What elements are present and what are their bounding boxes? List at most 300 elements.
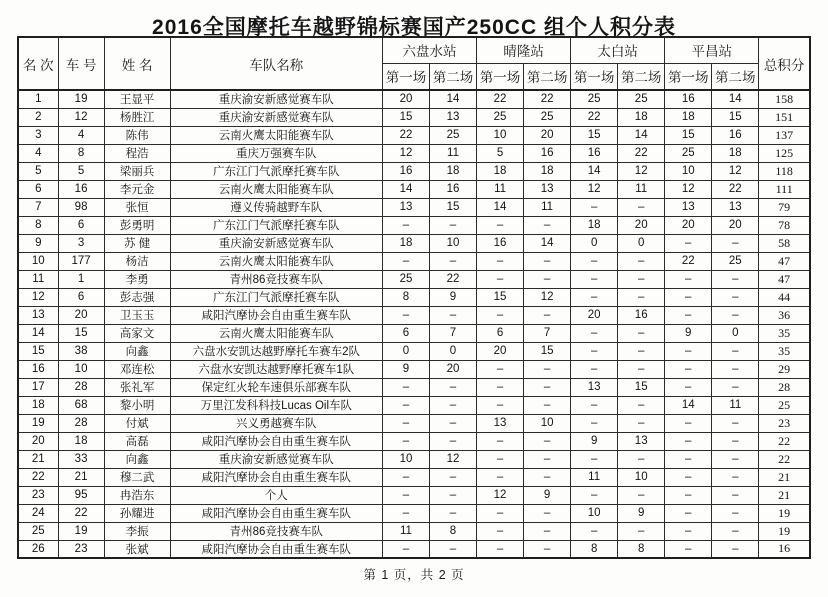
score-cell: 16	[712, 126, 759, 144]
score-cell: –	[618, 324, 665, 342]
table-row	[18, 198, 810, 216]
rank-cell: 19	[18, 414, 58, 432]
score-cell: –	[665, 378, 712, 396]
score-cell: –	[429, 306, 476, 324]
score-cell: 15	[712, 108, 759, 126]
table-row	[18, 108, 810, 126]
team-cell: 咸阳汽摩协会自由重生赛车队	[170, 432, 382, 450]
rank-cell: 7	[18, 198, 58, 216]
name-cell: 向鑫	[104, 342, 170, 360]
total-cell: 19	[759, 522, 810, 540]
total-cell: 78	[759, 216, 810, 234]
table-row	[18, 162, 810, 180]
name-cell: 张恒	[104, 198, 170, 216]
score-cell: 10	[524, 414, 571, 432]
header-race-2: 第二场	[524, 63, 571, 90]
score-cell: –	[382, 486, 429, 504]
table-row	[18, 180, 810, 198]
score-cell: –	[477, 432, 524, 450]
total-cell: 22	[759, 432, 810, 450]
score-cell: 13	[382, 198, 429, 216]
score-cell: 16	[618, 306, 665, 324]
rank-cell: 26	[18, 540, 58, 558]
total-cell: 25	[759, 396, 810, 414]
points-table	[17, 36, 811, 559]
score-cell: 25	[477, 108, 524, 126]
name-cell: 高家文	[104, 324, 170, 342]
score-cell: 22	[571, 108, 618, 126]
score-cell: –	[571, 414, 618, 432]
score-cell: 18	[712, 144, 759, 162]
car-no-cell: 19	[58, 522, 104, 540]
total-cell: 19	[759, 504, 810, 522]
table-row	[18, 378, 810, 396]
header-rank: 名 次	[18, 37, 58, 90]
score-cell: –	[618, 522, 665, 540]
score-cell: –	[712, 540, 759, 558]
score-cell: 15	[382, 108, 429, 126]
table-row	[18, 288, 810, 306]
total-cell: 28	[759, 378, 810, 396]
total-cell: 36	[759, 306, 810, 324]
score-cell: 25	[524, 108, 571, 126]
score-cell: 25	[382, 270, 429, 288]
score-cell: 7	[524, 324, 571, 342]
score-cell: 12	[618, 162, 665, 180]
score-cell: –	[618, 414, 665, 432]
score-cell: –	[524, 378, 571, 396]
score-cell: –	[382, 306, 429, 324]
score-cell: –	[712, 270, 759, 288]
car-no-cell: 15	[58, 324, 104, 342]
header-race-1: 第一场	[665, 63, 712, 90]
team-cell: 青州86竞技赛车队	[170, 522, 382, 540]
score-cell: 20	[618, 216, 665, 234]
score-cell: –	[571, 288, 618, 306]
header-team: 车队名称	[170, 37, 382, 90]
total-cell: 35	[759, 324, 810, 342]
rank-cell: 22	[18, 468, 58, 486]
team-cell: 云南火鹰太阳能赛车队	[170, 252, 382, 270]
score-cell: 0	[712, 324, 759, 342]
score-cell: –	[382, 504, 429, 522]
score-cell: –	[712, 450, 759, 468]
score-cell: –	[618, 396, 665, 414]
score-cell: –	[665, 360, 712, 378]
score-cell: 25	[429, 126, 476, 144]
total-cell: 151	[759, 108, 810, 126]
score-cell: –	[524, 252, 571, 270]
name-cell: 邓连松	[104, 360, 170, 378]
score-cell: –	[618, 486, 665, 504]
car-no-cell: 28	[58, 378, 104, 396]
score-cell: –	[524, 216, 571, 234]
team-cell: 云南火鹰太阳能赛车队	[170, 180, 382, 198]
score-cell: 13	[712, 198, 759, 216]
score-cell: –	[665, 342, 712, 360]
name-cell: 卫玉玉	[104, 306, 170, 324]
rank-cell: 25	[18, 522, 58, 540]
score-cell: –	[524, 540, 571, 558]
score-cell: 18	[429, 162, 476, 180]
score-cell: 20	[429, 360, 476, 378]
score-cell: 18	[477, 162, 524, 180]
score-cell: 16	[477, 234, 524, 252]
score-cell: –	[524, 450, 571, 468]
score-cell: 18	[665, 108, 712, 126]
name-cell: 黎小明	[104, 396, 170, 414]
car-no-cell: 8	[58, 144, 104, 162]
name-cell: 梁丽兵	[104, 162, 170, 180]
table-row	[18, 90, 810, 108]
car-no-cell: 68	[58, 396, 104, 414]
score-cell: 15	[477, 288, 524, 306]
score-cell: –	[382, 252, 429, 270]
name-cell: 程浩	[104, 144, 170, 162]
table-body	[18, 90, 810, 558]
score-cell: 12	[571, 180, 618, 198]
name-cell: 向鑫	[104, 450, 170, 468]
score-cell: 16	[571, 144, 618, 162]
score-cell: 22	[712, 180, 759, 198]
rank-cell: 21	[18, 450, 58, 468]
rank-cell: 17	[18, 378, 58, 396]
total-cell: 47	[759, 270, 810, 288]
car-no-cell: 177	[58, 252, 104, 270]
name-cell: 张斌	[104, 540, 170, 558]
score-cell: 12	[665, 180, 712, 198]
rank-cell: 10	[18, 252, 58, 270]
score-cell: –	[712, 468, 759, 486]
score-cell: –	[429, 414, 476, 432]
team-cell: 万里江发科科技Lucas Oil车队	[170, 396, 382, 414]
score-cell: 6	[382, 324, 429, 342]
table-row	[18, 360, 810, 378]
header-total: 总积分	[759, 37, 810, 90]
score-cell: –	[477, 522, 524, 540]
team-cell: 咸阳汽摩协会自由重生赛车队	[170, 468, 382, 486]
table-row	[18, 144, 810, 162]
score-cell: 0	[429, 342, 476, 360]
name-cell: 王显平	[104, 90, 170, 108]
team-cell: 咸阳汽摩协会自由重生赛车队	[170, 504, 382, 522]
score-cell: –	[712, 486, 759, 504]
score-cell: 15	[524, 342, 571, 360]
score-cell: –	[665, 306, 712, 324]
total-cell: 58	[759, 234, 810, 252]
score-cell: –	[571, 396, 618, 414]
rank-cell: 13	[18, 306, 58, 324]
score-cell: –	[712, 306, 759, 324]
score-cell: –	[665, 234, 712, 252]
table-row	[18, 216, 810, 234]
team-cell: 云南火鹰太阳能赛车队	[170, 126, 382, 144]
team-cell: 重庆渝安新感觉赛车队	[170, 90, 382, 108]
score-cell: –	[712, 360, 759, 378]
name-cell: 孙耀进	[104, 504, 170, 522]
score-cell: 15	[618, 378, 665, 396]
score-cell: –	[571, 270, 618, 288]
score-cell: –	[429, 432, 476, 450]
total-cell: 118	[759, 162, 810, 180]
rank-cell: 5	[18, 162, 58, 180]
car-no-cell: 95	[58, 486, 104, 504]
team-cell: 咸阳汽摩协会自由重生赛车队	[170, 306, 382, 324]
score-cell: 11	[382, 522, 429, 540]
score-cell: –	[665, 540, 712, 558]
score-cell: –	[618, 198, 665, 216]
score-cell: –	[571, 342, 618, 360]
score-cell: –	[712, 378, 759, 396]
table-row	[18, 540, 810, 558]
name-cell: 杨胜江	[104, 108, 170, 126]
score-cell: –	[382, 432, 429, 450]
score-cell: –	[618, 342, 665, 360]
score-cell: –	[712, 522, 759, 540]
score-cell: 22	[429, 270, 476, 288]
name-cell: 李振	[104, 522, 170, 540]
score-cell: 25	[571, 90, 618, 108]
score-cell: –	[477, 306, 524, 324]
score-cell: 7	[429, 324, 476, 342]
score-cell: 13	[477, 414, 524, 432]
score-cell: 16	[665, 90, 712, 108]
page-title: 2016全国摩托车越野锦标赛国产250CC 组个人积分表	[152, 16, 676, 39]
rank-cell: 11	[18, 270, 58, 288]
score-cell: –	[382, 396, 429, 414]
score-cell: 11	[524, 198, 571, 216]
score-cell: –	[665, 288, 712, 306]
car-no-cell: 3	[58, 234, 104, 252]
team-cell: 广东江门气派摩托赛车队	[170, 216, 382, 234]
score-cell: 9	[429, 288, 476, 306]
score-cell: 8	[571, 540, 618, 558]
car-no-cell: 10	[58, 360, 104, 378]
score-cell: –	[524, 504, 571, 522]
rank-cell: 23	[18, 486, 58, 504]
score-cell: 0	[571, 234, 618, 252]
score-cell: 10	[571, 504, 618, 522]
rank-cell: 12	[18, 288, 58, 306]
rank-cell: 24	[18, 504, 58, 522]
score-cell: 18	[618, 108, 665, 126]
score-cell: –	[382, 414, 429, 432]
score-cell: –	[477, 450, 524, 468]
rank-cell: 15	[18, 342, 58, 360]
team-cell: 六盘水安凯达越野摩托赛车1队	[170, 360, 382, 378]
score-cell: 11	[477, 180, 524, 198]
score-cell: 9	[618, 504, 665, 522]
team-cell: 咸阳汽摩协会自由重生赛车队	[170, 540, 382, 558]
total-cell: 44	[759, 288, 810, 306]
rank-cell: 2	[18, 108, 58, 126]
score-cell: –	[524, 468, 571, 486]
score-cell: 9	[382, 360, 429, 378]
score-cell: 13	[571, 378, 618, 396]
score-cell: –	[571, 324, 618, 342]
table-row	[18, 234, 810, 252]
table-row	[18, 468, 810, 486]
score-cell: –	[477, 360, 524, 378]
score-cell: –	[524, 270, 571, 288]
score-cell: 25	[665, 144, 712, 162]
score-cell: 14	[477, 198, 524, 216]
rank-cell: 4	[18, 144, 58, 162]
score-cell: –	[712, 288, 759, 306]
rank-cell: 6	[18, 180, 58, 198]
score-cell: 20	[571, 306, 618, 324]
total-cell: 125	[759, 144, 810, 162]
name-cell: 李元金	[104, 180, 170, 198]
car-no-cell: 12	[58, 108, 104, 126]
car-no-cell: 5	[58, 162, 104, 180]
score-cell: –	[429, 378, 476, 396]
car-no-cell: 19	[58, 90, 104, 108]
score-cell: 0	[382, 342, 429, 360]
score-cell: 13	[618, 432, 665, 450]
score-cell: 25	[712, 252, 759, 270]
table-row	[18, 126, 810, 144]
score-cell: 22	[665, 252, 712, 270]
score-cell: 22	[477, 90, 524, 108]
table-header	[18, 37, 810, 90]
car-no-cell: 98	[58, 198, 104, 216]
name-cell: 高磊	[104, 432, 170, 450]
score-cell: 22	[618, 144, 665, 162]
score-cell: 6	[477, 324, 524, 342]
score-cell: 20	[524, 126, 571, 144]
score-cell: 20	[712, 216, 759, 234]
score-cell: 13	[524, 180, 571, 198]
table-row	[18, 504, 810, 522]
score-cell: 12	[382, 144, 429, 162]
total-cell: 22	[759, 450, 810, 468]
score-cell: 16	[429, 180, 476, 198]
score-cell: 18	[571, 216, 618, 234]
car-no-cell: 1	[58, 270, 104, 288]
rank-cell: 20	[18, 432, 58, 450]
score-cell: –	[618, 270, 665, 288]
score-cell: –	[571, 252, 618, 270]
score-cell: –	[477, 468, 524, 486]
score-cell: 12	[477, 486, 524, 504]
header-race-1: 第一场	[571, 63, 618, 90]
car-no-cell: 21	[58, 468, 104, 486]
score-cell: –	[665, 468, 712, 486]
score-cell: –	[382, 540, 429, 558]
score-cell: –	[571, 198, 618, 216]
score-cell: –	[665, 504, 712, 522]
rank-cell: 16	[18, 360, 58, 378]
score-cell: 20	[382, 90, 429, 108]
table-row	[18, 432, 810, 450]
score-cell: –	[429, 540, 476, 558]
score-cell: –	[429, 396, 476, 414]
team-cell: 重庆渝安新感觉赛车队	[170, 234, 382, 252]
score-cell: 15	[429, 198, 476, 216]
score-cell: 16	[382, 162, 429, 180]
score-cell: –	[429, 486, 476, 504]
car-no-cell: 6	[58, 288, 104, 306]
score-cell: 5	[477, 144, 524, 162]
total-cell: 137	[759, 126, 810, 144]
name-cell: 苏 健	[104, 234, 170, 252]
table-row	[18, 450, 810, 468]
score-cell: 25	[618, 90, 665, 108]
rank-cell: 18	[18, 396, 58, 414]
score-cell: 14	[524, 234, 571, 252]
score-cell: 18	[382, 234, 429, 252]
total-cell: 16	[759, 540, 810, 558]
score-cell: –	[712, 504, 759, 522]
score-cell: –	[665, 432, 712, 450]
header-station-taibai: 太白站	[571, 37, 665, 63]
header-station-liupanshui: 六盘水站	[382, 37, 476, 63]
score-cell: –	[665, 522, 712, 540]
team-cell: 重庆渝安新感觉赛车队	[170, 450, 382, 468]
total-cell: 79	[759, 198, 810, 216]
score-cell: 14	[429, 90, 476, 108]
score-cell: 14	[382, 180, 429, 198]
team-cell: 遵义传骑越野车队	[170, 198, 382, 216]
score-cell: 22	[524, 90, 571, 108]
score-cell: 8	[429, 522, 476, 540]
score-cell: –	[524, 432, 571, 450]
score-cell: 11	[571, 468, 618, 486]
name-cell: 杨洁	[104, 252, 170, 270]
car-no-cell: 33	[58, 450, 104, 468]
score-cell: –	[477, 216, 524, 234]
rank-cell: 3	[18, 126, 58, 144]
car-no-cell: 22	[58, 504, 104, 522]
team-cell: 个人	[170, 486, 382, 504]
score-cell: –	[429, 252, 476, 270]
total-cell: 21	[759, 486, 810, 504]
score-cell: –	[712, 432, 759, 450]
header-station-qinglong: 晴隆站	[477, 37, 571, 63]
score-cell: 10	[665, 162, 712, 180]
name-cell: 陈伟	[104, 126, 170, 144]
score-cell: 10	[477, 126, 524, 144]
score-cell: –	[477, 504, 524, 522]
total-cell: 35	[759, 342, 810, 360]
score-cell: 12	[429, 450, 476, 468]
score-cell: 14	[665, 396, 712, 414]
score-cell: 13	[429, 108, 476, 126]
score-cell: 11	[618, 180, 665, 198]
score-cell: 10	[382, 450, 429, 468]
car-no-cell: 4	[58, 126, 104, 144]
team-cell: 六盘水安凯达越野摩托车赛车2队	[170, 342, 382, 360]
score-cell: 22	[382, 126, 429, 144]
car-no-cell: 28	[58, 414, 104, 432]
name-cell: 穆二武	[104, 468, 170, 486]
score-cell: –	[618, 288, 665, 306]
score-cell: 11	[712, 396, 759, 414]
score-cell: –	[665, 486, 712, 504]
score-cell: –	[571, 360, 618, 378]
header-race-1: 第一场	[477, 63, 524, 90]
header-race-2: 第二场	[618, 63, 665, 90]
header-name: 姓 名	[104, 37, 170, 90]
score-cell: –	[382, 216, 429, 234]
rank-cell: 1	[18, 90, 58, 108]
score-cell: –	[712, 234, 759, 252]
table-row	[18, 324, 810, 342]
score-cell: –	[382, 468, 429, 486]
name-cell: 张礼军	[104, 378, 170, 396]
score-cell: 15	[665, 126, 712, 144]
